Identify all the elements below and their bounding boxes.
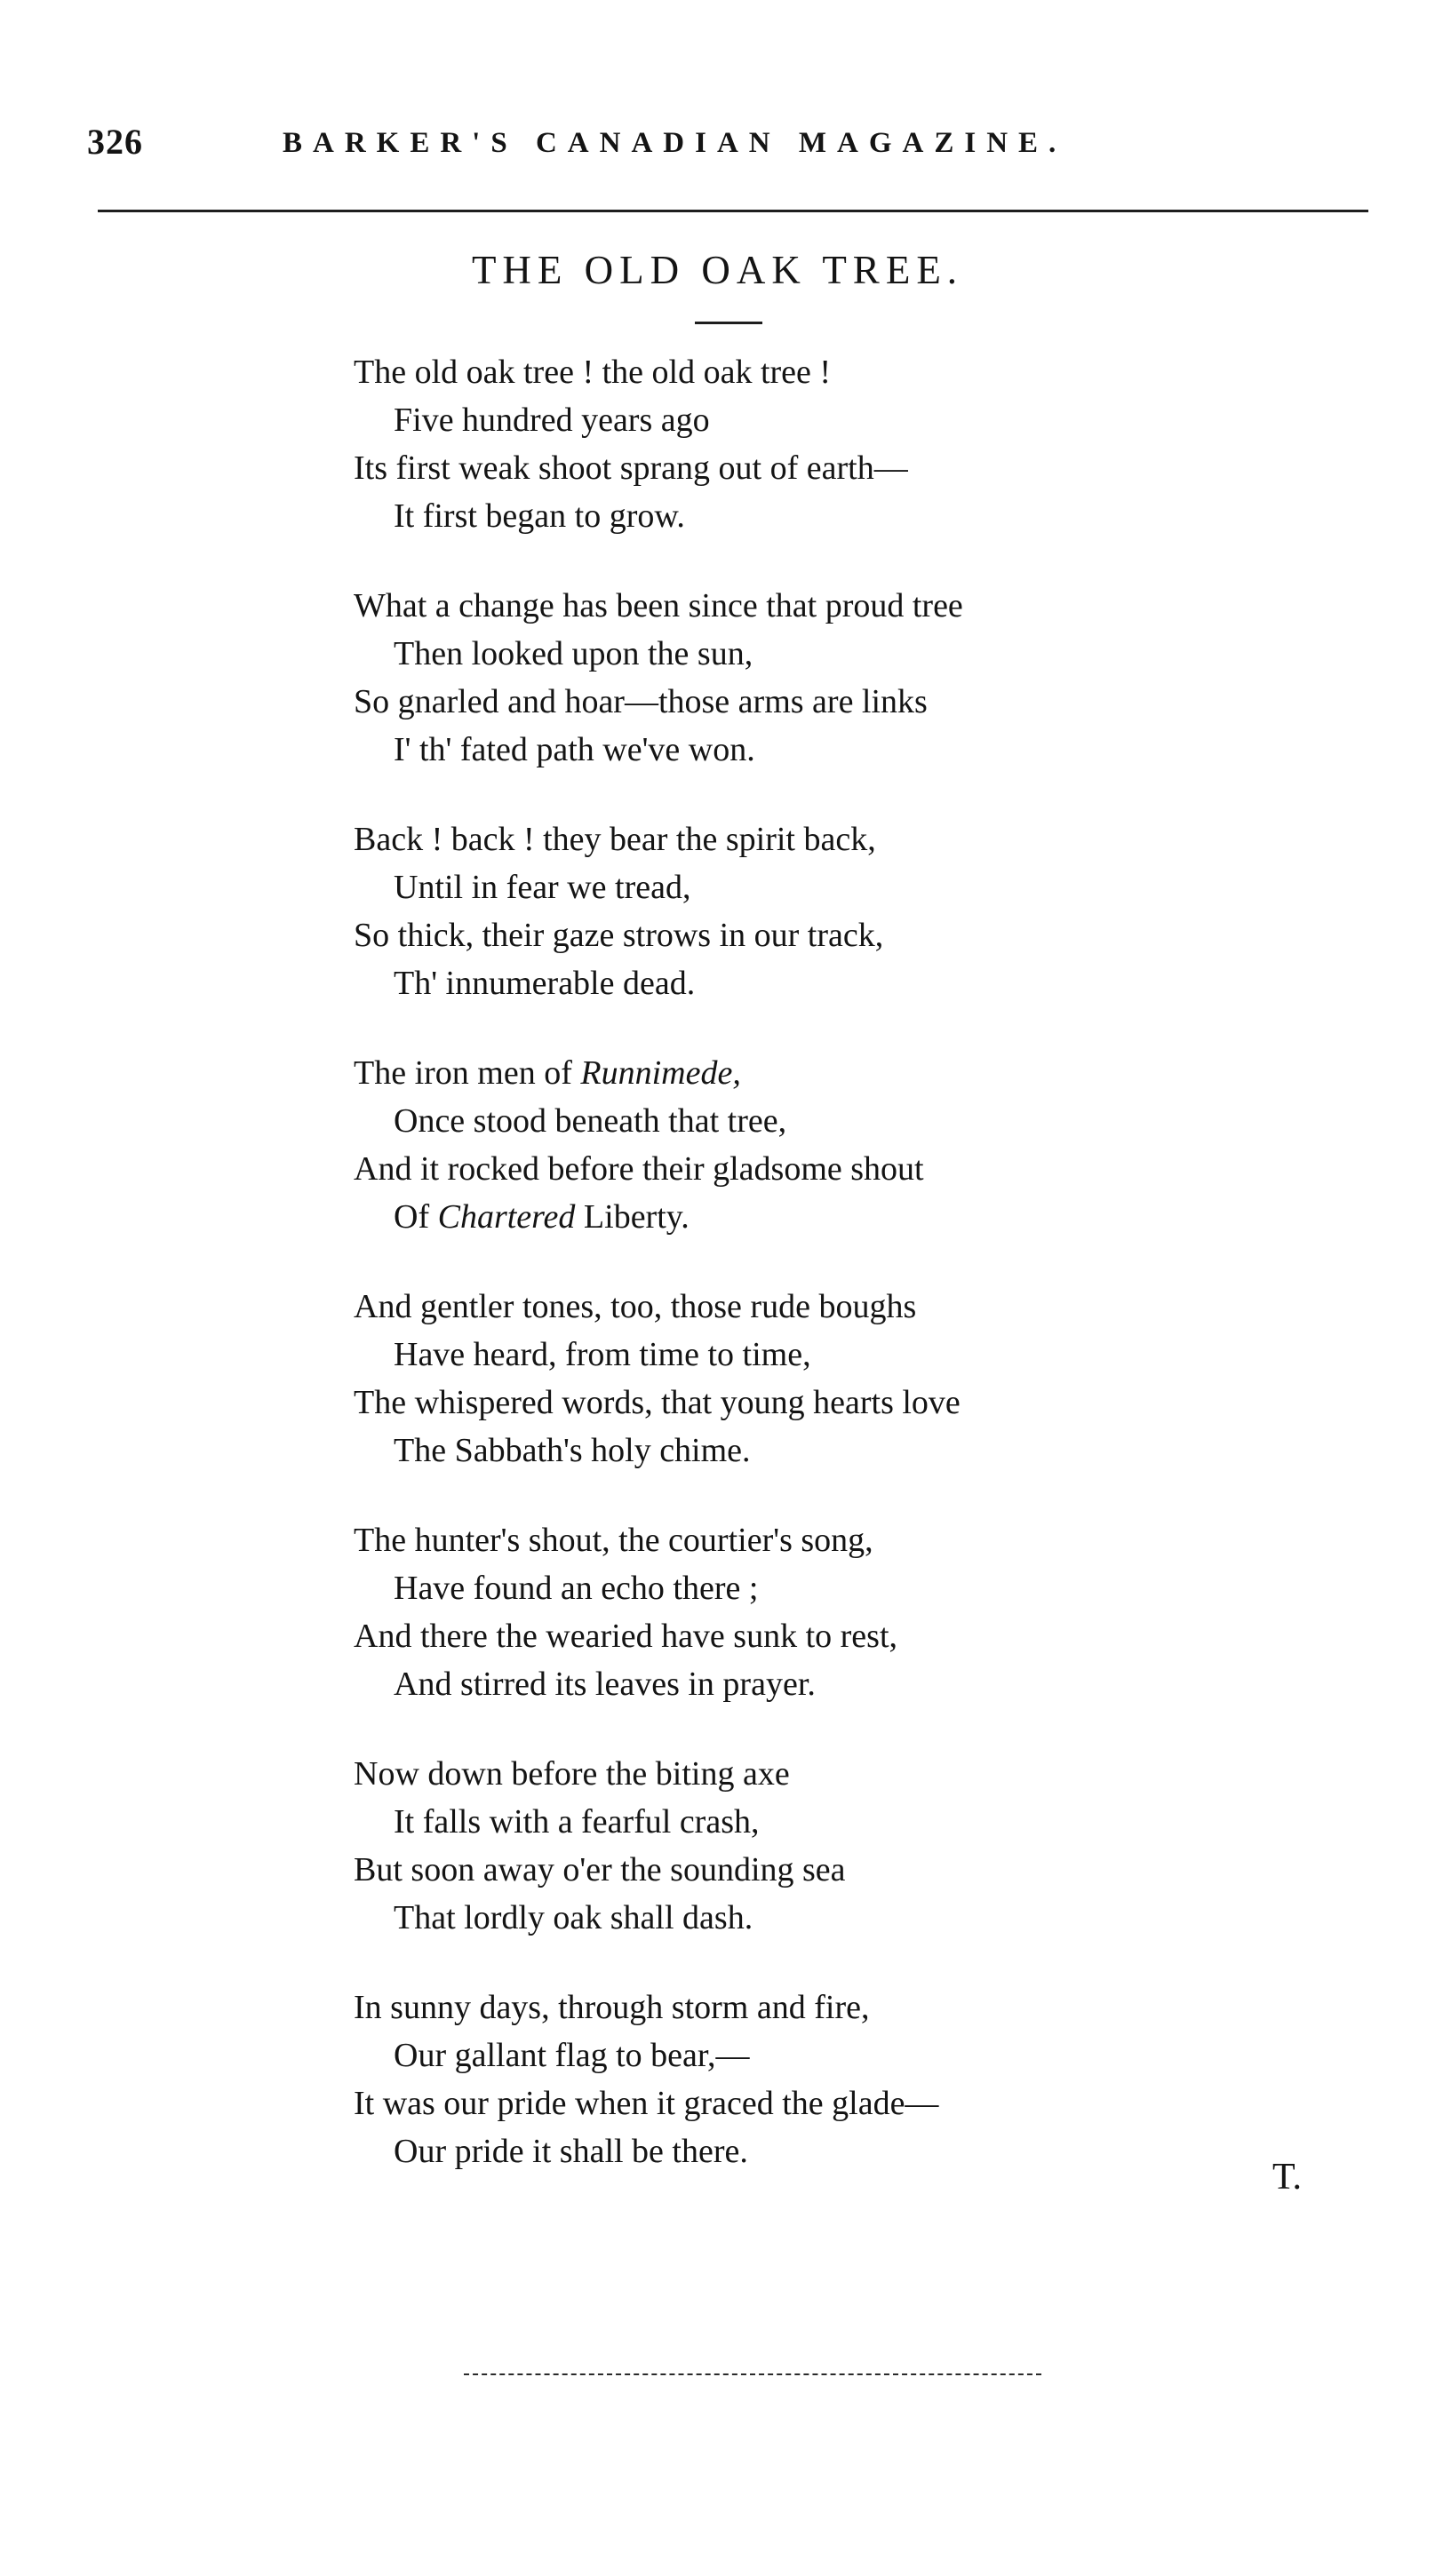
poem-line: It was our pride when it graced the glade— [354, 2085, 939, 2122]
author-signature: T. [1272, 2157, 1303, 2198]
poem-line: Our gallant flag to bear,— [394, 2037, 750, 2074]
poem-line: The old oak tree ! the old oak tree ! [354, 354, 832, 391]
poem-line: But soon away o'er the sounding sea [354, 1851, 846, 1888]
poem-line: And gentler tones, too, those rude boughs [354, 1288, 917, 1325]
poem-line: And there the wearied have sunk to rest, [354, 1618, 898, 1655]
poem-line: It falls with a fearful crash, [394, 1803, 760, 1841]
poem-line: So gnarled and hoar—those arms are links [354, 683, 928, 720]
poem-line [354, 1193, 1242, 1241]
poem-line: Five hundred years ago [394, 402, 710, 439]
page-number: 326 [87, 122, 143, 162]
stanza-5 [354, 1283, 1242, 1475]
poem-body [354, 348, 1242, 2217]
poem-line: I' th' fated path we've won. [394, 731, 755, 768]
poem-line: Then looked upon the sun, [394, 635, 753, 672]
stanza-3 [354, 815, 1242, 1007]
poem-line: That lordly oak shall dash. [394, 1899, 753, 1936]
header-rule [98, 210, 1368, 212]
poem-line: So thick, their gaze strows in our track, [354, 917, 884, 954]
poem-line [354, 1049, 1242, 1097]
line-text: The iron men of [354, 1054, 572, 1092]
poem-line: Until in fear we tread, [394, 869, 691, 906]
line-text: Liberty. [583, 1198, 690, 1236]
footer-rule [464, 2373, 1041, 2375]
poem-line: The Sabbath's holy chime. [394, 1432, 751, 1469]
poem-line: Its first weak shoot sprang out of earth— [354, 449, 908, 487]
chartered-italic: Chartered [437, 1198, 576, 1236]
poem-line: Once stood beneath that tree, [394, 1102, 787, 1140]
poem-line: What a change has been since that proud tree [354, 587, 963, 624]
stanza-1 [354, 348, 1242, 540]
poem-line: Have found an echo there ; [394, 1570, 759, 1607]
stanza-8 [354, 1984, 1242, 2175]
poem-title: THE OLD OAK TREE. [471, 248, 964, 292]
stanza-7 [354, 1750, 1242, 1942]
poem-line: And it rocked before their gladsome shout [354, 1150, 924, 1188]
poem-line: The hunter's shout, the courtier's song, [354, 1522, 873, 1559]
poem-line: Now down before the biting axe [354, 1755, 790, 1793]
line-text: Of [394, 1198, 430, 1236]
place-name-italic: Runnimede, [580, 1054, 741, 1092]
stanza-6 [354, 1516, 1242, 1708]
poem-line: And stirred its leaves in prayer. [394, 1666, 816, 1703]
poem-line: Th' innumerable dead. [394, 965, 696, 1002]
stanza-2 [354, 582, 1242, 774]
stanza-4 [354, 1049, 1242, 1241]
poem-line: Have heard, from time to time, [394, 1336, 811, 1373]
title-dash [695, 322, 762, 324]
poem-line: In sunny days, through storm and fire, [354, 1989, 870, 2026]
poem-line: Back ! back ! they bear the spirit back, [354, 821, 876, 858]
poem-line: The whispered words, that young hearts love [354, 1384, 961, 1421]
poem-line: Our pride it shall be there. [394, 2133, 748, 2170]
running-head: BARKER'S CANADIAN MAGAZINE. [283, 127, 1067, 159]
poem-line: It first began to grow. [394, 497, 685, 535]
